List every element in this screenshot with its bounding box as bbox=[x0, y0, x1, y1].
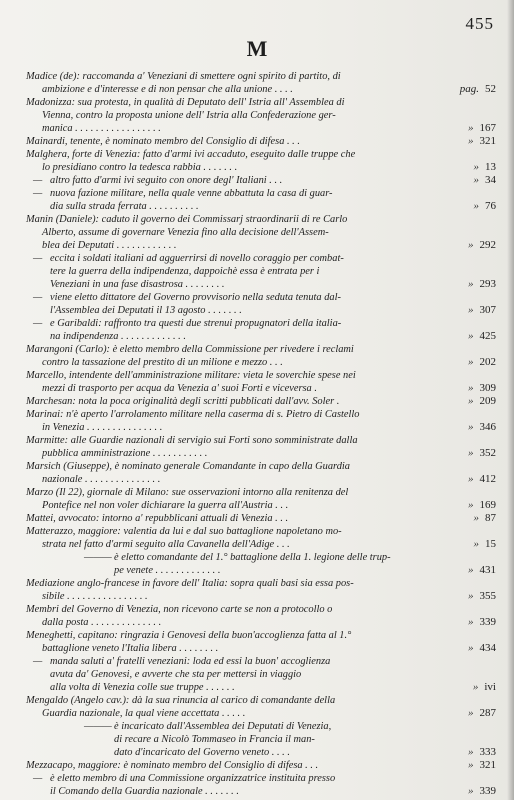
index-entry-line bbox=[0, 161, 514, 174]
index-entry-line bbox=[0, 564, 514, 577]
page-number-ref: 87 bbox=[485, 512, 496, 524]
continuation-dash: — bbox=[33, 188, 43, 199]
page-reference bbox=[468, 278, 496, 291]
index-entry-line bbox=[0, 83, 514, 96]
continuation-dash: — bbox=[33, 292, 43, 303]
ditto-mark: » bbox=[468, 642, 474, 654]
page-reference bbox=[468, 616, 496, 629]
page-reference bbox=[468, 356, 496, 369]
index-entry-line bbox=[0, 642, 514, 655]
page-reference bbox=[474, 161, 497, 174]
entry-text: in Venezia . . . . . . . . . . . . . . . bbox=[42, 422, 163, 433]
entry-text: Marsich (Giuseppe), è nominato generale Comandante in capo della Guardia bbox=[26, 461, 350, 472]
entry-text: sibile . . . . . . . . . . . . . . . . bbox=[42, 591, 148, 602]
index-entry-line bbox=[0, 252, 514, 265]
index-entry bbox=[0, 174, 514, 187]
entry-text: altro fatto d'armi ivi seguito con onore degl' Italiani . . . bbox=[50, 175, 283, 186]
entry-text: lo presidiano contro la tedesca rabbia . . . . . . . bbox=[42, 162, 238, 173]
index-entry-line bbox=[0, 343, 514, 356]
index-entry-line bbox=[0, 746, 514, 759]
page-number-ref: 333 bbox=[479, 746, 496, 758]
entry-text: pe venete . . . . . . . . . . . . . bbox=[114, 565, 221, 576]
page-reference bbox=[474, 538, 497, 551]
index-entry-line bbox=[0, 265, 514, 278]
index-entry-line bbox=[0, 187, 514, 200]
index-entry-line bbox=[0, 694, 514, 707]
ditto-mark: » bbox=[468, 135, 474, 147]
entry-text: strata nel fatto d'armi seguito alla Cavanella dell'Adige . . . bbox=[42, 539, 290, 550]
entry-text: dato d'incaricato del Governo veneto . . . . bbox=[114, 747, 290, 758]
index-entry-line bbox=[0, 629, 514, 642]
index-entry-line bbox=[0, 486, 514, 499]
continuation-dash: — bbox=[33, 175, 43, 186]
entry-text: Marmitte: alle Guardie nazionali di servigio sui Forti sono somministrate dalla bbox=[26, 435, 358, 446]
index-entry bbox=[0, 655, 514, 694]
page-reference bbox=[468, 499, 496, 512]
page-number-ref: 434 bbox=[479, 642, 496, 654]
entry-text: Veneziani in una fase disastrosa . . . . . . . . bbox=[50, 279, 225, 290]
page-number-ref: 292 bbox=[479, 239, 496, 251]
index-entry-line bbox=[0, 421, 514, 434]
index-entry-line bbox=[0, 759, 514, 772]
entry-text: blea dei Deputati . . . . . . . . . . . . bbox=[42, 240, 177, 251]
index-entry bbox=[0, 317, 514, 343]
entry-text: Mattei, avvocato: intorno a' repubblicani attuali di Venezia . . . bbox=[26, 513, 289, 524]
page-reference bbox=[468, 785, 496, 798]
index-entry-line bbox=[0, 577, 514, 590]
index-entry-line bbox=[0, 434, 514, 447]
index-entry-line bbox=[0, 174, 514, 187]
entry-text: viene eletto dittatore del Governo provvisorio nella seduta tenuta dal- bbox=[50, 292, 341, 303]
page-number-ref: 346 bbox=[479, 421, 496, 433]
ditto-mark: » bbox=[468, 473, 474, 485]
index-entry bbox=[0, 512, 514, 525]
entry-text: Marinai: n'è aperto l'arrolamento militare nella caserma di s. Pietro di Castello bbox=[26, 409, 360, 420]
index-entry bbox=[0, 369, 514, 395]
continuation-dash: ——— bbox=[84, 552, 112, 563]
page-number-ref: 309 bbox=[479, 382, 496, 394]
index-entry-line bbox=[0, 122, 514, 135]
entry-text: alla volta di Venezia colle sue truppe . . . . . . bbox=[50, 682, 235, 693]
page-reference bbox=[468, 447, 496, 460]
index-entry-line bbox=[0, 590, 514, 603]
ditto-mark: » bbox=[468, 239, 474, 251]
ditto-mark: » bbox=[473, 512, 479, 524]
ditto-mark: » bbox=[473, 174, 479, 186]
index-entry bbox=[0, 70, 514, 96]
page-number-ref: 412 bbox=[479, 473, 496, 485]
entry-text: dalla posta . . . . . . . . . . . . . . bbox=[42, 617, 162, 628]
entry-text: Vienna, contro la proposta unione dell' Istria alla Confederazione ger- bbox=[42, 110, 336, 121]
page-number-ref: 15 bbox=[485, 538, 496, 550]
page-prefix: pag. bbox=[459, 83, 479, 95]
page-number-ref: 339 bbox=[479, 616, 496, 628]
index-entry bbox=[0, 460, 514, 486]
entry-text: Marangoni (Carlo): è eletto membro della Commissione per rivedere i reclami bbox=[26, 344, 354, 355]
index-list bbox=[0, 70, 514, 798]
entry-text: e Garibaldi: raffronto tra questi due strenui propugnatori della italia- bbox=[50, 318, 342, 329]
page-edge-shadow bbox=[507, 0, 514, 800]
ditto-mark: » bbox=[468, 499, 474, 511]
index-entry-line bbox=[0, 655, 514, 668]
entry-text: pubblica amministrazione . . . . . . . . . . . bbox=[42, 448, 208, 459]
index-entry bbox=[0, 135, 514, 148]
index-entry-line bbox=[0, 382, 514, 395]
entry-text: Alberto, assume di governare Venezia fino alla decisione dell'Assem- bbox=[42, 227, 329, 238]
index-entry-line bbox=[0, 109, 514, 122]
entry-text: manda saluti a' fratelli veneziani: loda ed essi la buon' accoglienza bbox=[50, 656, 331, 667]
continuation-dash: — bbox=[33, 656, 43, 667]
page-number-ref: ivi bbox=[484, 681, 496, 693]
index-entry-line bbox=[0, 681, 514, 694]
index-entry-line bbox=[0, 291, 514, 304]
ditto-mark: » bbox=[468, 122, 474, 134]
page-reference bbox=[468, 590, 496, 603]
page-number-ref: 169 bbox=[479, 499, 496, 511]
ditto-mark: » bbox=[472, 681, 479, 693]
ditto-mark: » bbox=[468, 564, 474, 576]
index-entry-line bbox=[0, 213, 514, 226]
index-entry-line bbox=[0, 70, 514, 83]
index-entry bbox=[0, 395, 514, 408]
entry-text: è eletto membro di una Commissione organizzatrice instituita presso bbox=[50, 773, 336, 784]
index-entry-line bbox=[0, 551, 514, 564]
entry-text: Malghera, forte di Venezia: fatto d'armi ivi accaduto, eseguito dalle truppe che bbox=[26, 149, 356, 160]
entry-text: Marcello, intendente dell'amministrazione militare: vieta le soverchie spese nei bbox=[26, 370, 356, 381]
entry-text: il Comando della Guardia nazionale . . . . . . . bbox=[50, 786, 239, 797]
index-entry-line bbox=[0, 408, 514, 421]
entry-text: Mediazione anglo-francese in favore dell' Italia: sopra quali basi sia essa pos- bbox=[26, 578, 354, 589]
entry-text: mezzi di trasporto per acqua da Venezia a' suoi Forti e viceversa . bbox=[42, 383, 317, 394]
index-entry-line bbox=[0, 538, 514, 551]
page-number-ref: 425 bbox=[479, 330, 496, 342]
page-number-ref: 202 bbox=[479, 356, 496, 368]
ditto-mark: » bbox=[468, 304, 474, 316]
index-entry bbox=[0, 252, 514, 291]
page-reference bbox=[468, 122, 496, 135]
index-entry bbox=[0, 772, 514, 798]
page-reference bbox=[468, 304, 496, 317]
index-entry-line bbox=[0, 460, 514, 473]
page-number-ref: 307 bbox=[479, 304, 496, 316]
index-entry-line bbox=[0, 785, 514, 798]
page-reference bbox=[474, 512, 497, 525]
page-number: 455 bbox=[465, 14, 494, 33]
page-reference bbox=[468, 707, 496, 720]
page-number-ref: 339 bbox=[479, 785, 496, 797]
page-reference bbox=[468, 395, 496, 408]
index-entry bbox=[0, 148, 514, 174]
entry-text: eccita i soldati italiani ad agguerrirsi di novello coraggio per combat- bbox=[50, 253, 344, 264]
index-entry-line bbox=[0, 772, 514, 785]
index-entry bbox=[0, 551, 514, 577]
index-entry-line bbox=[0, 473, 514, 486]
entry-text: Pontefice nel non voler dichiarare la guerra all'Austria . . . bbox=[42, 500, 289, 511]
index-entry bbox=[0, 291, 514, 317]
entry-text: battaglione veneto l'Italia libera . . . . . . . . bbox=[42, 643, 219, 654]
entry-text: nazionale . . . . . . . . . . . . . . . bbox=[42, 474, 161, 485]
continuation-dash: ——— bbox=[84, 721, 112, 732]
entry-text: Marzo (Il 22), giornale di Milano: sue osservazioni intorno alla renitenza del bbox=[26, 487, 349, 498]
entry-text: contro la tassazione del prestito di un milione e mezzo . . . bbox=[42, 357, 283, 368]
index-entry bbox=[0, 96, 514, 135]
entry-text: Meneghetti, capitano: ringrazia i Genovesi della buon'accoglienza fatta al 1.° bbox=[26, 630, 352, 641]
index-entry-line bbox=[0, 603, 514, 616]
ditto-mark: » bbox=[473, 200, 479, 212]
page-number-ref: 431 bbox=[479, 564, 496, 576]
index-entry bbox=[0, 603, 514, 629]
entry-text: ambizione e d'interesse e di non pensar che alla unione . . . . bbox=[42, 84, 293, 95]
index-entry-line bbox=[0, 616, 514, 629]
page-number-ref: 76 bbox=[485, 200, 496, 212]
page-reference bbox=[468, 135, 496, 148]
index-entry bbox=[0, 759, 514, 772]
index-entry-line bbox=[0, 356, 514, 369]
index-entry-line bbox=[0, 330, 514, 343]
ditto-mark: » bbox=[468, 785, 474, 797]
index-entry-line bbox=[0, 226, 514, 239]
page-reference bbox=[468, 473, 496, 486]
index-entry bbox=[0, 187, 514, 213]
entry-text: è eletto comandante del 1.° battaglione della 1. legione delle trup- bbox=[114, 552, 391, 563]
index-entry-line bbox=[0, 447, 514, 460]
page-number-ref: 209 bbox=[479, 395, 496, 407]
page-reference bbox=[474, 174, 497, 187]
index-entry bbox=[0, 525, 514, 551]
page-number-ref: 167 bbox=[479, 122, 496, 134]
entry-text: nuova fazione militare, nella quale venne abbattuta la casa di guar- bbox=[50, 188, 333, 199]
entry-text: Mainardi, tenente, è nominato membro del Consiglio di difesa . . . bbox=[26, 136, 300, 147]
page-reference bbox=[468, 564, 496, 577]
entry-text: di recare a Nicolò Tommaseo in Francia il man- bbox=[114, 734, 315, 745]
entry-text: dia sulla strada ferrata . . . . . . . . . . bbox=[50, 201, 199, 212]
page-number-ref: 293 bbox=[479, 278, 496, 290]
index-entry-line bbox=[0, 148, 514, 161]
entry-text: Matterazzo, maggiore: valentia da lui e dal suo battaglione napoletano mo- bbox=[26, 526, 342, 537]
index-entry-line bbox=[0, 369, 514, 382]
ditto-mark: » bbox=[468, 330, 474, 342]
ditto-mark: » bbox=[468, 590, 474, 602]
index-entry bbox=[0, 486, 514, 512]
entry-text: Manin (Daniele): caduto il governo dei Commissarj straordinarii di re Carlo bbox=[26, 214, 348, 225]
index-entry-line bbox=[0, 96, 514, 109]
index-entry-line bbox=[0, 668, 514, 681]
entry-text: Guardia nazionale, la qual viene accettata . . . . . bbox=[42, 708, 246, 719]
index-entry bbox=[0, 434, 514, 460]
ditto-mark: » bbox=[468, 278, 474, 290]
continuation-dash: — bbox=[33, 253, 43, 264]
ditto-mark: » bbox=[468, 356, 474, 368]
entry-text: Mengaldo (Angelo cav.): dà la sua rinuncia al carico di comandante della bbox=[26, 695, 336, 706]
index-entry bbox=[0, 694, 514, 720]
page-number-ref: 352 bbox=[479, 447, 496, 459]
page-reference bbox=[474, 200, 497, 213]
index-entry-line bbox=[0, 135, 514, 148]
index-entry bbox=[0, 577, 514, 603]
index-entry-line bbox=[0, 304, 514, 317]
ditto-mark: » bbox=[468, 447, 474, 459]
index-entry bbox=[0, 629, 514, 655]
entry-text: tere la guerra della indipendenza, dappoichè essa è entrata per i bbox=[50, 266, 320, 277]
entry-text: Madice (de): raccomanda a' Veneziani di smettere ogni spirito di partito, di bbox=[26, 71, 341, 82]
section-letter: M bbox=[246, 36, 268, 61]
ditto-mark: » bbox=[468, 707, 474, 719]
page-number-ref: 52 bbox=[485, 83, 496, 95]
page-number-ref: 287 bbox=[479, 707, 496, 719]
page-number-ref: 34 bbox=[485, 174, 496, 186]
page-reference bbox=[468, 382, 496, 395]
page-reference bbox=[473, 681, 496, 694]
index-entry-line bbox=[0, 200, 514, 213]
index-entry bbox=[0, 213, 514, 252]
entry-text: Mezzacapo, maggiore: è nominato membro del Consiglio di difesa . . . bbox=[26, 760, 319, 771]
ditto-mark: » bbox=[468, 395, 474, 407]
continuation-dash: — bbox=[33, 773, 43, 784]
index-entry bbox=[0, 720, 514, 759]
entry-text: na indipendenza . . . . . . . . . . . . . bbox=[50, 331, 186, 342]
page-reference bbox=[468, 239, 496, 252]
entry-text: avuta da' Genovesi, e avverte che sta per mettersi in viaggio bbox=[50, 669, 302, 680]
page-reference bbox=[468, 759, 496, 772]
page-reference bbox=[468, 330, 496, 343]
index-entry-line bbox=[0, 707, 514, 720]
page-number-ref: 321 bbox=[479, 759, 496, 771]
index-entry-line bbox=[0, 239, 514, 252]
ditto-mark: » bbox=[468, 746, 474, 758]
continuation-dash: — bbox=[33, 318, 43, 329]
index-entry-line bbox=[0, 512, 514, 525]
entry-text: l'Assemblea dei Deputati il 13 agosto . . . . . . . bbox=[50, 305, 242, 316]
ditto-mark: » bbox=[473, 161, 479, 173]
index-entry-line bbox=[0, 499, 514, 512]
entry-text: Madonizza: sua protesta, in qualità di Deputato dell' Istria all' Assemblea di bbox=[26, 97, 345, 108]
ditto-mark: » bbox=[468, 421, 474, 433]
index-entry-line bbox=[0, 720, 514, 733]
index-entry bbox=[0, 343, 514, 369]
index-entry-line bbox=[0, 733, 514, 746]
ditto-mark: » bbox=[468, 616, 474, 628]
entry-text: manica . . . . . . . . . . . . . . . . . bbox=[42, 123, 161, 134]
index-entry-line bbox=[0, 317, 514, 330]
entry-text: Marchesan: nota la poca originalità degli scritti pubblicati dall'avv. Soler . bbox=[26, 396, 340, 407]
page-reference bbox=[468, 746, 496, 759]
ditto-mark: » bbox=[468, 382, 474, 394]
index-entry-line bbox=[0, 525, 514, 538]
page-number-ref: 355 bbox=[479, 590, 496, 602]
page-number-ref: 321 bbox=[479, 135, 496, 147]
index-entry bbox=[0, 408, 514, 434]
ditto-mark: » bbox=[468, 759, 474, 771]
index-entry-line bbox=[0, 395, 514, 408]
ditto-mark: » bbox=[473, 538, 479, 550]
entry-text: è incaricato dall'Assemblea dei Deputati di Venezia, bbox=[114, 721, 332, 732]
entry-text: Membri del Governo di Venezia, non ricevono carte se non a protocollo o bbox=[26, 604, 333, 615]
page-reference bbox=[468, 421, 496, 434]
index-entry-line bbox=[0, 278, 514, 291]
page-reference bbox=[468, 642, 496, 655]
page-reference bbox=[460, 83, 496, 96]
page-number-ref: 13 bbox=[485, 161, 496, 173]
